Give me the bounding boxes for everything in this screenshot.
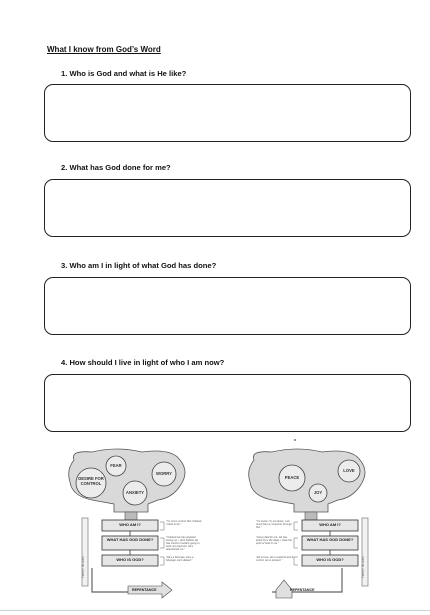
right-repentance-label: REPENTANCE bbox=[290, 588, 315, 592]
box-who-am-i: WHO AM I? bbox=[119, 522, 141, 527]
answer-box-2[interactable] bbox=[44, 179, 411, 237]
question-4-label: 4. How should I live in light of who I am now? bbox=[61, 358, 225, 367]
answer-area-2[interactable] bbox=[45, 180, 410, 236]
circle-label-anxiety: ANXIETY bbox=[125, 490, 145, 495]
right-quote-2: "Jesus died for me. He has spent from the dead. I have the spirit of God in me." bbox=[256, 536, 292, 545]
question-2-label: 2. What has God done for me? bbox=[61, 163, 171, 172]
quote-2: "I believe He has stopped loving me. I dont believe He has control of what's going to work out anymore. He's abandoned me." bbox=[166, 536, 200, 551]
diagram-right-graphic bbox=[232, 450, 372, 610]
circle-label-fear: FEAR bbox=[110, 463, 122, 468]
answer-box-4[interactable] bbox=[44, 374, 411, 432]
circle-label-joy: JOY bbox=[313, 490, 323, 495]
page-bottom-edge bbox=[0, 610, 430, 611]
question-1-label: 1. Who is God and what is He like? bbox=[61, 69, 187, 78]
quote-3: "He's a Stronger. He's a Stranger. He's distant." bbox=[166, 556, 194, 562]
answer-area-1[interactable] bbox=[45, 85, 410, 141]
box-what-has-god-done: WHAT HAS GOD DONE? bbox=[106, 537, 154, 542]
answer-box-1[interactable] bbox=[44, 84, 411, 142]
repentance-label: REPENTANCE bbox=[132, 588, 157, 592]
answer-box-3[interactable] bbox=[44, 277, 411, 335]
answer-area-4[interactable] bbox=[45, 375, 410, 431]
answer-area-3[interactable] bbox=[45, 278, 410, 334]
diagram-right bbox=[232, 450, 372, 610]
circle-label-love: LOVE bbox=[343, 468, 355, 473]
circle-label-worry: WORRY bbox=[156, 471, 172, 476]
right-box-what-has-god-done: WHAT HAS GOD DONE? bbox=[306, 537, 354, 542]
circle-label-peace: PEACE bbox=[284, 475, 300, 480]
right-quote-3: "He is love. He is powerful and in control. He is present." bbox=[256, 556, 294, 562]
right-box-who-is-god: WHO IS GOD? bbox=[316, 557, 344, 562]
question-3-label: 3. Who am I in light of what God has done? bbox=[61, 261, 217, 270]
right-quote-1: "I'm loved. I'm not alone. I am more than a conqueror through him." bbox=[256, 520, 292, 529]
right-box-who-am-i: WHO AM I? bbox=[319, 522, 341, 527]
diagram-left bbox=[62, 450, 202, 610]
stray-mark bbox=[294, 439, 296, 441]
quote-1: "I'm not in control. But I believe I have to be." bbox=[166, 520, 202, 526]
right-side-bar-label: TRUST IN GOD bbox=[362, 556, 365, 578]
side-bar-label: TRUST IN GOD bbox=[82, 556, 85, 578]
page-title: What I know from God’s Word bbox=[47, 45, 161, 54]
box-who-is-god: WHO IS GOD? bbox=[116, 557, 144, 562]
circle-label-desire: DESIRE FOR CONTROL bbox=[78, 476, 104, 486]
